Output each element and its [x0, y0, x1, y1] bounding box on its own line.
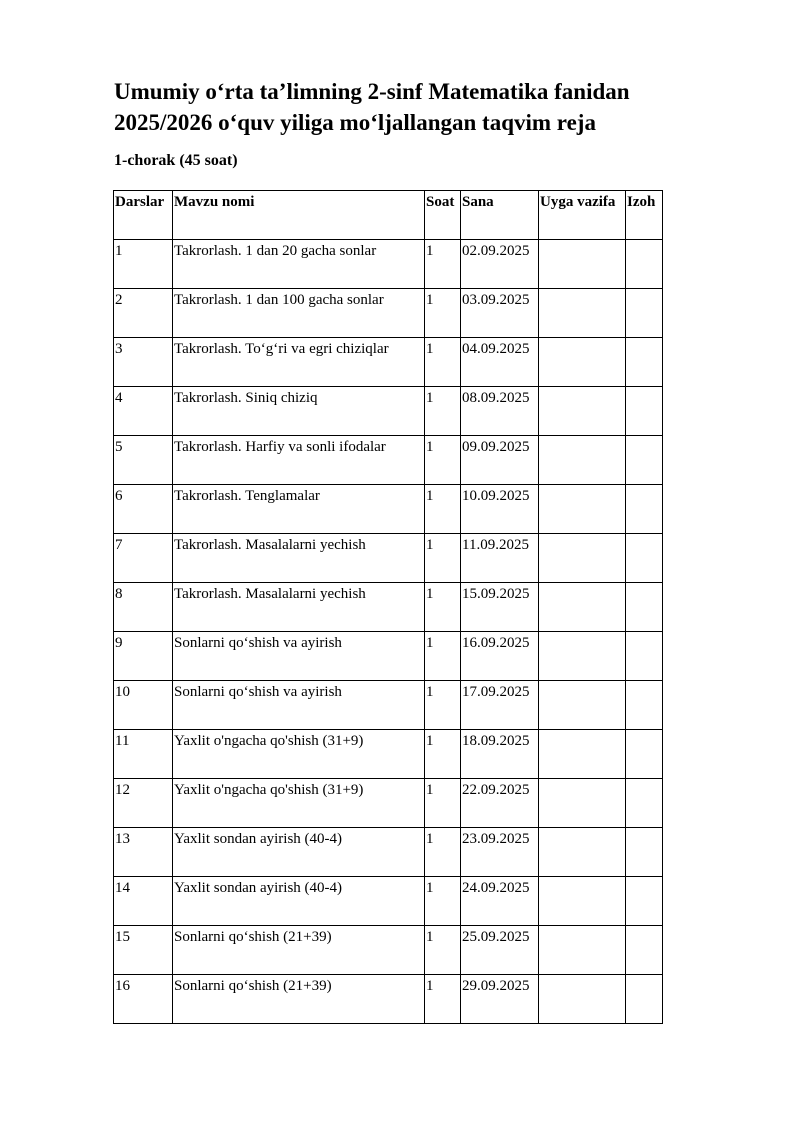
- cell-note: [626, 926, 663, 975]
- cell-homework: [539, 926, 626, 975]
- cell-note: [626, 436, 663, 485]
- cell-topic: Yaxlit o'ngacha qo'shish (31+9): [173, 730, 425, 779]
- cell-topic: Yaxlit o'ngacha qo'shish (31+9): [173, 779, 425, 828]
- cell-lesson-number: 14: [114, 877, 173, 926]
- table-row: [114, 877, 663, 926]
- cell-date: 10.09.2025: [461, 485, 539, 534]
- table-row: [114, 240, 663, 289]
- cell-hours: 1: [425, 926, 461, 975]
- cell-date: 25.09.2025: [461, 926, 539, 975]
- cell-hours: 1: [425, 779, 461, 828]
- cell-lesson-number: 2: [114, 289, 173, 338]
- cell-homework: [539, 338, 626, 387]
- cell-date: 09.09.2025: [461, 436, 539, 485]
- cell-lesson-number: 13: [114, 828, 173, 877]
- cell-date: 18.09.2025: [461, 730, 539, 779]
- cell-lesson-number: 3: [114, 338, 173, 387]
- cell-date: 22.09.2025: [461, 779, 539, 828]
- cell-homework: [539, 534, 626, 583]
- table-row: [114, 485, 663, 534]
- cell-note: [626, 877, 663, 926]
- cell-note: [626, 779, 663, 828]
- cell-topic: Sonlarni qo‘shish (21+39): [173, 975, 425, 1024]
- cell-topic: Takrorlash. Siniq chiziq: [173, 387, 425, 436]
- cell-topic: Takrorlash. To‘g‘ri va egri chiziqlar: [173, 338, 425, 387]
- cell-lesson-number: 15: [114, 926, 173, 975]
- cell-date: 16.09.2025: [461, 632, 539, 681]
- cell-lesson-number: 7: [114, 534, 173, 583]
- cell-topic: Sonlarni qo‘shish va ayirish: [173, 681, 425, 730]
- cell-note: [626, 289, 663, 338]
- cell-topic: Sonlarni qo‘shish va ayirish: [173, 632, 425, 681]
- cell-note: [626, 338, 663, 387]
- cell-topic: Takrorlash. Masalalarni yechish: [173, 583, 425, 632]
- cell-date: 11.09.2025: [461, 534, 539, 583]
- cell-date: 02.09.2025: [461, 240, 539, 289]
- cell-note: [626, 583, 663, 632]
- cell-homework: [539, 485, 626, 534]
- cell-topic: Takrorlash. Harfiy va sonli ifodalar: [173, 436, 425, 485]
- cell-hours: 1: [425, 730, 461, 779]
- table-row: [114, 534, 663, 583]
- cell-lesson-number: 6: [114, 485, 173, 534]
- cell-date: 23.09.2025: [461, 828, 539, 877]
- header-note: Izoh: [626, 191, 663, 240]
- header-date: Sana: [461, 191, 539, 240]
- table-row: [114, 975, 663, 1024]
- cell-lesson-number: 11: [114, 730, 173, 779]
- cell-lesson-number: 4: [114, 387, 173, 436]
- section-heading: 1-chorak (45 soat): [114, 152, 238, 169]
- cell-topic: Takrorlash. Masalalarni yechish: [173, 534, 425, 583]
- table-row: [114, 730, 663, 779]
- cell-hours: 1: [425, 240, 461, 289]
- cell-topic: Yaxlit sondan ayirish (40-4): [173, 828, 425, 877]
- cell-topic: Takrorlash. 1 dan 100 gacha sonlar: [173, 289, 425, 338]
- cell-hours: 1: [425, 387, 461, 436]
- cell-hours: 1: [425, 632, 461, 681]
- cell-hours: 1: [425, 485, 461, 534]
- cell-note: [626, 681, 663, 730]
- cell-topic: Yaxlit sondan ayirish (40-4): [173, 877, 425, 926]
- cell-homework: [539, 877, 626, 926]
- header-lesson-number: Darslar: [114, 191, 173, 240]
- cell-date: 17.09.2025: [461, 681, 539, 730]
- table-row: [114, 828, 663, 877]
- cell-lesson-number: 9: [114, 632, 173, 681]
- header-homework: Uyga vazifa: [539, 191, 626, 240]
- document-title-line-1: Umumiy o‘rta ta’limning 2-sinf Matematika fanidan: [114, 79, 630, 104]
- cell-date: 24.09.2025: [461, 877, 539, 926]
- cell-homework: [539, 975, 626, 1024]
- table-row: [114, 436, 663, 485]
- table-row: [114, 632, 663, 681]
- cell-note: [626, 387, 663, 436]
- cell-topic: Takrorlash. 1 dan 20 gacha sonlar: [173, 240, 425, 289]
- table-header-row: [114, 191, 663, 240]
- cell-hours: 1: [425, 289, 461, 338]
- cell-topic: Sonlarni qo‘shish (21+39): [173, 926, 425, 975]
- cell-homework: [539, 779, 626, 828]
- cell-homework: [539, 289, 626, 338]
- cell-date: 29.09.2025: [461, 975, 539, 1024]
- cell-date: 15.09.2025: [461, 583, 539, 632]
- cell-hours: 1: [425, 877, 461, 926]
- cell-hours: 1: [425, 583, 461, 632]
- document-title-line-2: 2025/2026 o‘quv yiliga mo‘ljallangan taqvim reja: [114, 110, 596, 135]
- cell-lesson-number: 12: [114, 779, 173, 828]
- cell-note: [626, 485, 663, 534]
- cell-note: [626, 730, 663, 779]
- table-row: [114, 387, 663, 436]
- cell-lesson-number: 16: [114, 975, 173, 1024]
- cell-hours: 1: [425, 975, 461, 1024]
- cell-hours: 1: [425, 534, 461, 583]
- cell-hours: 1: [425, 338, 461, 387]
- cell-homework: [539, 632, 626, 681]
- cell-homework: [539, 828, 626, 877]
- cell-note: [626, 534, 663, 583]
- table-row: [114, 926, 663, 975]
- cell-homework: [539, 387, 626, 436]
- table-row: [114, 338, 663, 387]
- lesson-plan-body: [114, 240, 663, 1024]
- table-row: [114, 779, 663, 828]
- cell-hours: 1: [425, 681, 461, 730]
- cell-homework: [539, 240, 626, 289]
- cell-note: [626, 632, 663, 681]
- cell-date: 03.09.2025: [461, 289, 539, 338]
- header-hours: Soat: [425, 191, 461, 240]
- header-topic: Mavzu nomi: [173, 191, 425, 240]
- cell-lesson-number: 8: [114, 583, 173, 632]
- cell-homework: [539, 730, 626, 779]
- lesson-plan-table: [113, 190, 663, 1024]
- cell-homework: [539, 436, 626, 485]
- table-row: [114, 681, 663, 730]
- document-title: [114, 76, 714, 138]
- cell-homework: [539, 681, 626, 730]
- cell-homework: [539, 583, 626, 632]
- cell-note: [626, 240, 663, 289]
- table-row: [114, 289, 663, 338]
- cell-hours: 1: [425, 828, 461, 877]
- cell-hours: 1: [425, 436, 461, 485]
- cell-topic: Takrorlash. Tenglamalar: [173, 485, 425, 534]
- cell-lesson-number: 1: [114, 240, 173, 289]
- cell-note: [626, 975, 663, 1024]
- cell-lesson-number: 10: [114, 681, 173, 730]
- cell-lesson-number: 5: [114, 436, 173, 485]
- cell-date: 08.09.2025: [461, 387, 539, 436]
- cell-note: [626, 828, 663, 877]
- table-row: [114, 583, 663, 632]
- cell-date: 04.09.2025: [461, 338, 539, 387]
